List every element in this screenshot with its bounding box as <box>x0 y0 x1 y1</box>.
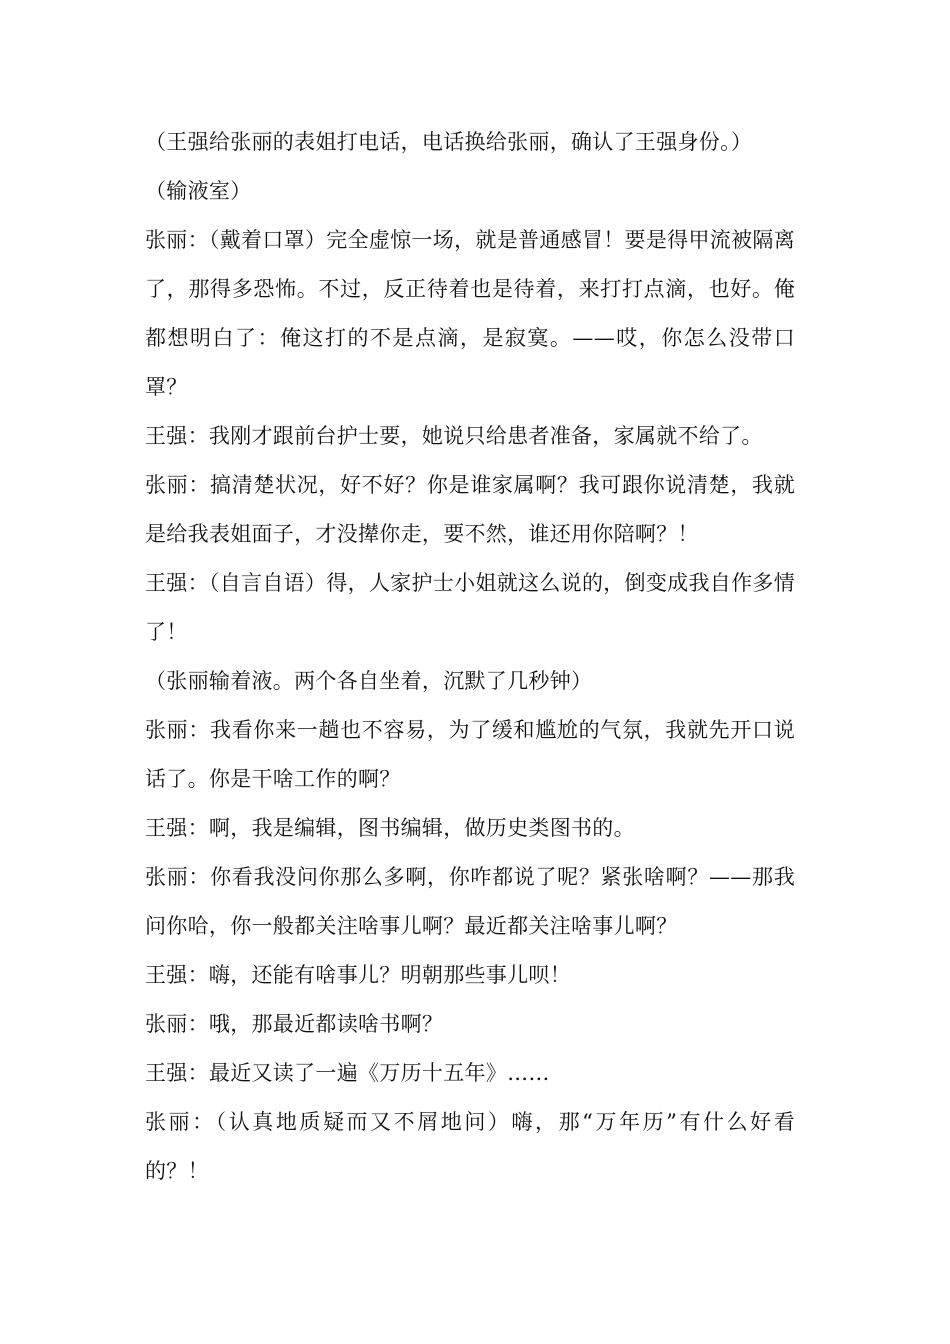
dialogue-line: 张丽：你看我没问你那么多啊，你咋都说了呢？紧张啥啊？——那我问你哈，你一般都关注啥事儿啊？最近都关注啥事儿啊？ <box>145 865 795 938</box>
dialogue-line: 王强：嗨，还能有啥事儿？明朝那些事儿呗！ <box>145 963 571 987</box>
script-body <box>145 118 795 1196</box>
stage-direction: （张丽输着液。两个各自坐着，沉默了几秒钟） <box>145 669 593 693</box>
dialogue-line: 张丽：我看你来一趟也不容易，为了缓和尴尬的气氛，我就先开口说话了。你是干啥工作的啊？ <box>145 718 795 791</box>
stage-direction: （王强给张丽的表姐打电话，电话换给张丽，确认了王强身份。） <box>145 130 753 154</box>
dialogue-line: 王强：（自言自语）得，人家护士小姐就这么说的，倒变成我自作多情了！ <box>145 571 795 644</box>
dialogue-line: 张丽：（戴着口罩）完全虚惊一场，就是普通感冒！要是得甲流被隔离了，那得多恐怖。不过，反正待着也是待着，来打打点滴，也好。俺都想明白了：俺这打的不是点滴，是寂寞。——哎，你怎么没带口罩？ <box>145 228 795 399</box>
dialogue-line: 王强：啊，我是编辑，图书编辑，做历史类图书的。 <box>145 816 635 840</box>
dialogue-line: 张丽：搞清楚状况，好不好？你是谁家属啊？我可跟你说清楚，我就是给我表姐面子，才没撵你走，要不然，谁还用你陪啊？！ <box>145 473 795 546</box>
dialogue-line: 王强：我刚才跟前台护士要，她说只给患者准备，家属就不给了。 <box>145 424 763 448</box>
stage-direction: （输液室） <box>145 179 252 203</box>
dialogue-line: 王强：最近又读了一遍《万历十五年》…… <box>145 1061 550 1085</box>
dialogue-line: 张丽：（认真地质疑而又不屑地问）嗨，那“万年历”有什么好看的？！ <box>145 1110 795 1183</box>
dialogue-line: 张丽：哦，那最近都读啥书啊？ <box>145 1012 444 1036</box>
